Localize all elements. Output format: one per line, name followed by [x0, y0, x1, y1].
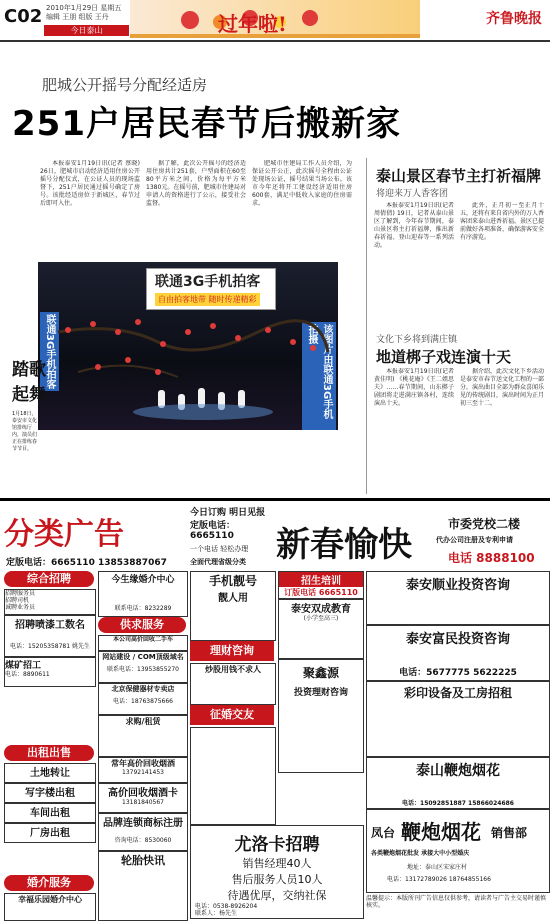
- office-ad-title: 写字楼出租: [25, 788, 75, 799]
- fireworks-ad: [366, 757, 550, 809]
- marriage-ad-title: 今生缘婚介中心: [111, 575, 175, 585]
- train-ad-phone: 订版电话 6665110: [284, 588, 358, 597]
- trust-ad-title: 聚鑫源: [302, 666, 339, 680]
- trust-ad-sub: 投资理财咨询: [293, 688, 348, 698]
- classified-phone: 定版电话：6665110 13853887067: [6, 558, 167, 568]
- land-ad-title: 土地转让: [30, 768, 70, 779]
- wanted-header-box: [98, 617, 186, 633]
- job-ad-title: 招聘喷漆工数名: [15, 620, 85, 631]
- story2-title: 地道梆子戏连演十天: [376, 348, 512, 366]
- banner-slogan: 过年啦!: [218, 12, 287, 36]
- help-ad-title: 求购/租赁: [125, 717, 161, 726]
- loan-ad-title: 炒股用钱不求人: [205, 665, 261, 674]
- edu-ad-title: 泰安双成教育: [291, 604, 351, 615]
- youluoka-ad-sub1: 销售经理40人: [242, 857, 312, 870]
- youluoka-ad-title: 尤洛卡招聘: [234, 835, 320, 855]
- story1-text-1: 本报泰安1月19日讯(记者 周倩倩) 19日，记者从泰山景区了解到，今年春节期间，泰山景区将主打祈福牌，推出新春祈福、登山迎春等一系列活动。: [374, 202, 454, 249]
- factory-ad-title: 煤矿招工: [5, 661, 42, 671]
- happy-ad-title: 幸福乐园婚介中心: [18, 895, 82, 904]
- auto-ad: [98, 635, 188, 651]
- invest2-ad: [366, 625, 550, 681]
- lead-column-3: [252, 160, 352, 258]
- registration-ad: [98, 813, 188, 851]
- workshop-ad: [4, 803, 96, 823]
- lead-headline: 251户居民春节后搬新家: [12, 104, 401, 144]
- caption-text: 1月18日，泰安市文化馆排练厅内，演员们正在排练春节节目。: [12, 411, 38, 452]
- story2-column-1: [374, 368, 454, 492]
- phone-number-ad-title: 手机靓号: [208, 574, 257, 588]
- rent-header: 出租出售: [4, 745, 94, 761]
- print-ad-title: 彩印设备及工房招租: [403, 686, 512, 700]
- recruit-item-2: 招聘司机: [5, 597, 30, 604]
- plum-blossom-stage-icon: [38, 262, 338, 430]
- debt-header-box: [190, 641, 274, 661]
- youluoka-ad-sub3: 待遇优厚，交纳社保: [227, 889, 327, 902]
- gold-ad-title: 高价回收烟酒卡: [108, 788, 178, 799]
- section-label: 今日泰山: [44, 25, 129, 36]
- order-ad: [190, 505, 274, 565]
- fireworks-ad-title: 泰山鞭炮烟花: [416, 763, 500, 779]
- recycle-ad-phone: 13792141453: [122, 769, 164, 776]
- ads-divider: [0, 498, 550, 501]
- network-ad-title: 网站建设 / COM顶级域名: [102, 653, 184, 661]
- gold-ad-phone: 13181840567: [122, 799, 164, 806]
- gold-ad: [98, 783, 188, 813]
- news-photo: [38, 262, 338, 430]
- job-ad-phone: 电话：15205358781 姚先生: [10, 643, 90, 650]
- friend-header: 征婚交友: [190, 705, 274, 725]
- page-number: C02: [4, 6, 43, 27]
- wedding-header-box: [4, 875, 94, 891]
- story2-subtitle: 文化下乡将到满庄镇: [376, 335, 458, 345]
- classified-title: 分类广告: [4, 517, 124, 552]
- debt-header: 理财咨询: [190, 641, 274, 661]
- train-ad-title: 招生培训: [279, 572, 363, 587]
- invest1-ad: [366, 571, 550, 625]
- date-line: [46, 4, 121, 22]
- rent-header-box: [4, 745, 94, 761]
- tire-ad: [98, 851, 188, 921]
- recruit-header: 综合招聘: [4, 571, 94, 587]
- youluoka-ad-phone: 电话：0538-8926204: [195, 903, 258, 910]
- youluoka-ad-contact: 联系人：杨先生: [195, 910, 238, 917]
- lead-column-1: [40, 160, 140, 258]
- fengtai-ad-prefix: 凤台: [371, 826, 396, 840]
- registration-ad-title: 品牌连锁商标注册: [103, 818, 183, 829]
- recruit-list: [4, 589, 96, 615]
- date-text: 2010年1月29日 星期五: [46, 4, 122, 12]
- invest2-ad-title: 泰安富民投资咨询: [405, 632, 510, 647]
- classified-ads-section: [0, 503, 550, 924]
- edu-ad-sub: (小学至高三): [303, 615, 339, 622]
- photo-ad-subtitle: 自由拍客地带 随时传递精彩: [155, 293, 260, 306]
- story1-column-1: [374, 202, 454, 326]
- order-ad-agent: 全面代理省级分类: [190, 558, 246, 565]
- wedding-header: 婚介服务: [4, 875, 94, 891]
- land-ad: [4, 763, 96, 783]
- paper-logo: 齐鲁晚报: [486, 11, 542, 27]
- network-ad: [98, 651, 188, 683]
- lead-text-3: 肥城市住建局工作人员介绍，为保证公开公正，此次摇号全程由公证处现场公证，摇号结果当场公布。该市今年还将开工建设经济适用住房600套，满足中低收入家庭的住房需求。: [252, 160, 352, 207]
- fengtai-ad-title: 鞭炮烟花: [401, 820, 481, 844]
- recycle-ad-title: 常年高价回收烟酒: [111, 759, 175, 768]
- fengtai-ad-phone: 电话：13172789026 18764855166: [387, 876, 491, 883]
- story1-subtitle: 将迎来万人香客团: [376, 189, 449, 199]
- recruit-header-box: [4, 571, 94, 587]
- spring-festival-phone: 电话 8888100: [448, 551, 535, 565]
- photo-ad-title: 联通3G手机拍客: [155, 274, 261, 290]
- network-ad-phone: 联系电话：13953855270: [107, 666, 179, 673]
- spring-festival-title: 新春愉快: [276, 525, 412, 565]
- classified-header: [4, 509, 184, 551]
- story2-column-2: [460, 368, 544, 492]
- editor-text: 编辑 王朋 组版 王丹: [46, 13, 109, 21]
- youluoka-ad-sub2: 售后服务人员10人: [231, 873, 323, 886]
- marriage-ad-phone: 联系电话：8232289: [114, 605, 172, 612]
- workshop-ad-title: 车间出租: [30, 808, 70, 819]
- beijing-ad: [98, 683, 188, 715]
- spring-festival-office: 代办公司注册及专利申请: [436, 536, 513, 544]
- lead-kicker: 肥城公开摇号分配经适房: [42, 76, 208, 94]
- factory-rent-ad-title: 厂房出租: [30, 828, 70, 839]
- recycle-ad: [98, 757, 188, 783]
- marriage-ad: [98, 571, 188, 617]
- print-ad: [366, 681, 550, 757]
- factory-ad: [4, 657, 96, 687]
- fengtai-ad-sub: 销售部: [491, 826, 528, 840]
- factory-ad-phone: 电话：8890611: [5, 671, 50, 678]
- order-ad-sub: 一个电话 轻松办理: [190, 545, 249, 553]
- story2-text-2: 据介绍，此次文化下乡活动是泰安市春节送文化工程的一部分，演出曲目全部为群众喜闻乐见的传统剧目，演出时间为正月初三至十二。: [460, 368, 544, 407]
- office-ad: [4, 783, 96, 803]
- trust-ad: [278, 659, 364, 773]
- friend-header-box: [190, 705, 274, 725]
- column-divider: [366, 158, 367, 494]
- beijing-ad-phone: 电话：18763875666: [113, 698, 173, 705]
- invest2-ad-phone: 电话：5677775 5622225: [399, 668, 517, 678]
- photo-side-label-left: 联通3G手机拍客: [40, 312, 59, 391]
- fengtai-ad: [366, 809, 550, 893]
- wanted-header: 供求服务: [98, 617, 186, 633]
- train-ad: [278, 571, 364, 599]
- order-ad-title: 今日订购 明日见报: [190, 508, 266, 518]
- factory-rent-ad: [4, 823, 96, 843]
- phone-number-ad-sub: 靓人用: [218, 593, 248, 604]
- story2-text-1: 本报泰安1月19日讯(记者 黄佳明) 《桃花庵》《王二姐思夫》……春节期间，山东梆子剧团将走进满庄镇各村，连续演出十天。: [374, 368, 454, 407]
- photo-side-label-right: 该图片由联通3G手机拍摄: [302, 322, 336, 430]
- tire-ad-title: 轮胎快讯: [121, 854, 165, 867]
- recruit-item-1: 招聘服务员: [5, 590, 36, 597]
- edu-ad: [278, 599, 364, 659]
- fengtai-ad-address: 地址：泰山区宋家庄村: [407, 864, 468, 871]
- loan-ad: [190, 663, 276, 705]
- youluoka-ad: [190, 825, 364, 919]
- happy-ad: [4, 893, 96, 921]
- disclaimer-text: 温馨提示：本版所刊广告信息仅供参考，请读者与广告主交易时谨慎核实。: [366, 895, 547, 909]
- beijing-ad-title: 北京保健器材专卖店: [111, 685, 175, 693]
- job-ad: [4, 615, 96, 657]
- phone-number-ad: [190, 571, 276, 641]
- page-header: [0, 0, 550, 38]
- help-ad: [98, 715, 188, 757]
- story1-title: 泰山景区春节主打祈福牌: [376, 167, 542, 185]
- lead-column-2: [146, 160, 246, 258]
- lead-text-2: 据了解，此次公开摇号的经济适用住房共计251套，户型面积在60至80平方米之间，价格为每平方米1380元。在摇号前，肥城市住建局对申请人的资格进行了公示，接受社会监督。: [146, 160, 246, 207]
- spring-festival-ad: [276, 507, 548, 569]
- story1-column-2: [460, 202, 544, 326]
- recruit-item-3: 诚聘业务员: [5, 604, 36, 611]
- auto-ad-title: 本公司高价回收二手车: [112, 636, 173, 643]
- caption-title-2: 起舞: [12, 385, 46, 405]
- friend-ad: [190, 727, 276, 825]
- lead-text-1: 本报泰安1月19日讯(记者 蔡晓) 26日，肥城市启动经济适用住房公开摇号分配仪式，在公证人员的现场监督下，251户居民通过摇号确定了房号。该批经适房位于新城区，春节过后即可入住。: [40, 160, 140, 207]
- story1-text-2: 此外，正月初一至正月十五，还将有来自省内外的万人香客团来泰山进香祈福。景区已提前做好各项准备，确保游客安全有序游览。: [460, 202, 544, 241]
- order-ad-phone: 定版电话：6665110: [190, 521, 236, 541]
- fengtai-ad-line1: 各类鞭炮烟花批发 承接大中小型婚庆: [371, 850, 470, 857]
- caption-title-1: 踏歌: [12, 360, 46, 380]
- spring-festival-sub: 市委党校二楼: [448, 517, 521, 531]
- fireworks-ad-phone: 电话：15092851887 15866024686: [402, 800, 514, 807]
- invest1-ad-title: 泰安顺业投资咨询: [405, 578, 510, 593]
- header-rule: [0, 40, 550, 42]
- registration-ad-phone: 咨询电话：8530060: [114, 837, 172, 844]
